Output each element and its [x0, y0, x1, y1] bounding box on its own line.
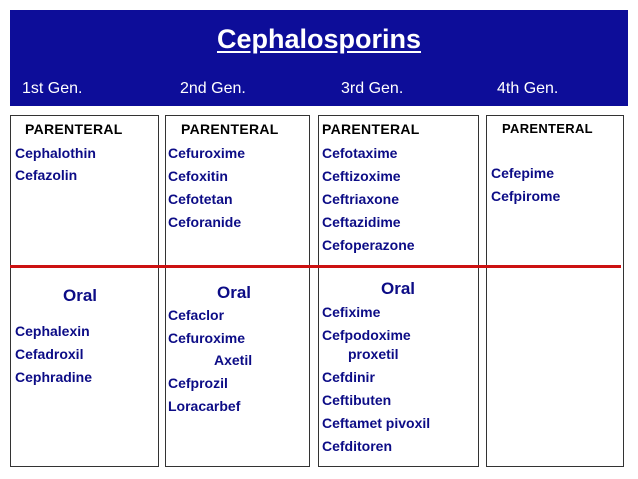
drug-cefdinir: Cefdinir: [322, 369, 375, 385]
drug-cefadroxil: Cefadroxil: [15, 346, 84, 362]
drug-cefpodoxime: Cefpodoxime: [322, 327, 411, 343]
drug-cephalexin: Cephalexin: [15, 323, 90, 339]
drug-cefotaxime: Cefotaxime: [322, 145, 398, 161]
oral-heading-1: Oral: [63, 286, 98, 305]
drug-cephalothin: Cephalothin: [15, 145, 96, 161]
parenteral-heading-3: PARENTERAL: [322, 121, 420, 137]
drug-cefuroxime: Cefuroxime: [168, 145, 246, 161]
drug-cefoperazone: Cefoperazone: [322, 237, 415, 253]
drug-cefixime: Cefixime: [322, 304, 381, 320]
drug-cefazolin: Cefazolin: [15, 167, 78, 183]
drug-cefotetan: Cefotetan: [168, 191, 233, 207]
parenteral-heading-4: PARENTERAL: [502, 121, 593, 136]
gen-label-2: 2nd Gen.: [180, 80, 246, 97]
drug-cefditoren: Cefditoren: [322, 438, 392, 454]
gen-label-4: 4th Gen.: [497, 80, 559, 97]
page-title: Cephalosporins: [216, 24, 422, 54]
drug-cephradine: Cephradine: [15, 369, 93, 385]
parenteral-heading-2: PARENTERAL: [181, 121, 279, 137]
drug-ceftamet-pivoxil: Ceftamet pivoxil: [322, 415, 431, 431]
gen-label-1: 1st Gen.: [22, 80, 83, 97]
parenteral-oral-divider: [10, 265, 621, 268]
drug-ceftizoxime: Ceftizoxime: [322, 168, 401, 184]
title-banner: [10, 10, 628, 106]
drug-cefepime: Cefepime: [491, 165, 555, 181]
drug-cefoxitin: Cefoxitin: [168, 168, 228, 184]
oral-heading-3: Oral: [381, 279, 416, 298]
drug-axetil: Axetil: [214, 352, 253, 368]
drug-loracarbef: Loracarbef: [168, 398, 241, 414]
drug-ceforanide: Ceforanide: [168, 214, 242, 230]
drug-ceftazidime: Ceftazidime: [322, 214, 401, 230]
drug-cefpirome: Cefpirome: [491, 188, 561, 204]
drug-cefaclor: Cefaclor: [168, 307, 225, 323]
gen-label-3: 3rd Gen.: [341, 80, 404, 97]
drug-ceftibuten: Ceftibuten: [322, 392, 392, 408]
parenteral-heading-1: PARENTERAL: [25, 121, 123, 137]
oral-heading-2: Oral: [217, 283, 252, 302]
drug-ceftriaxone: Ceftriaxone: [322, 191, 400, 207]
drug-cefuroxime-oral: Cefuroxime: [168, 330, 246, 346]
drug-proxetil: proxetil: [348, 346, 399, 362]
drug-cefprozil: Cefprozil: [168, 375, 228, 391]
